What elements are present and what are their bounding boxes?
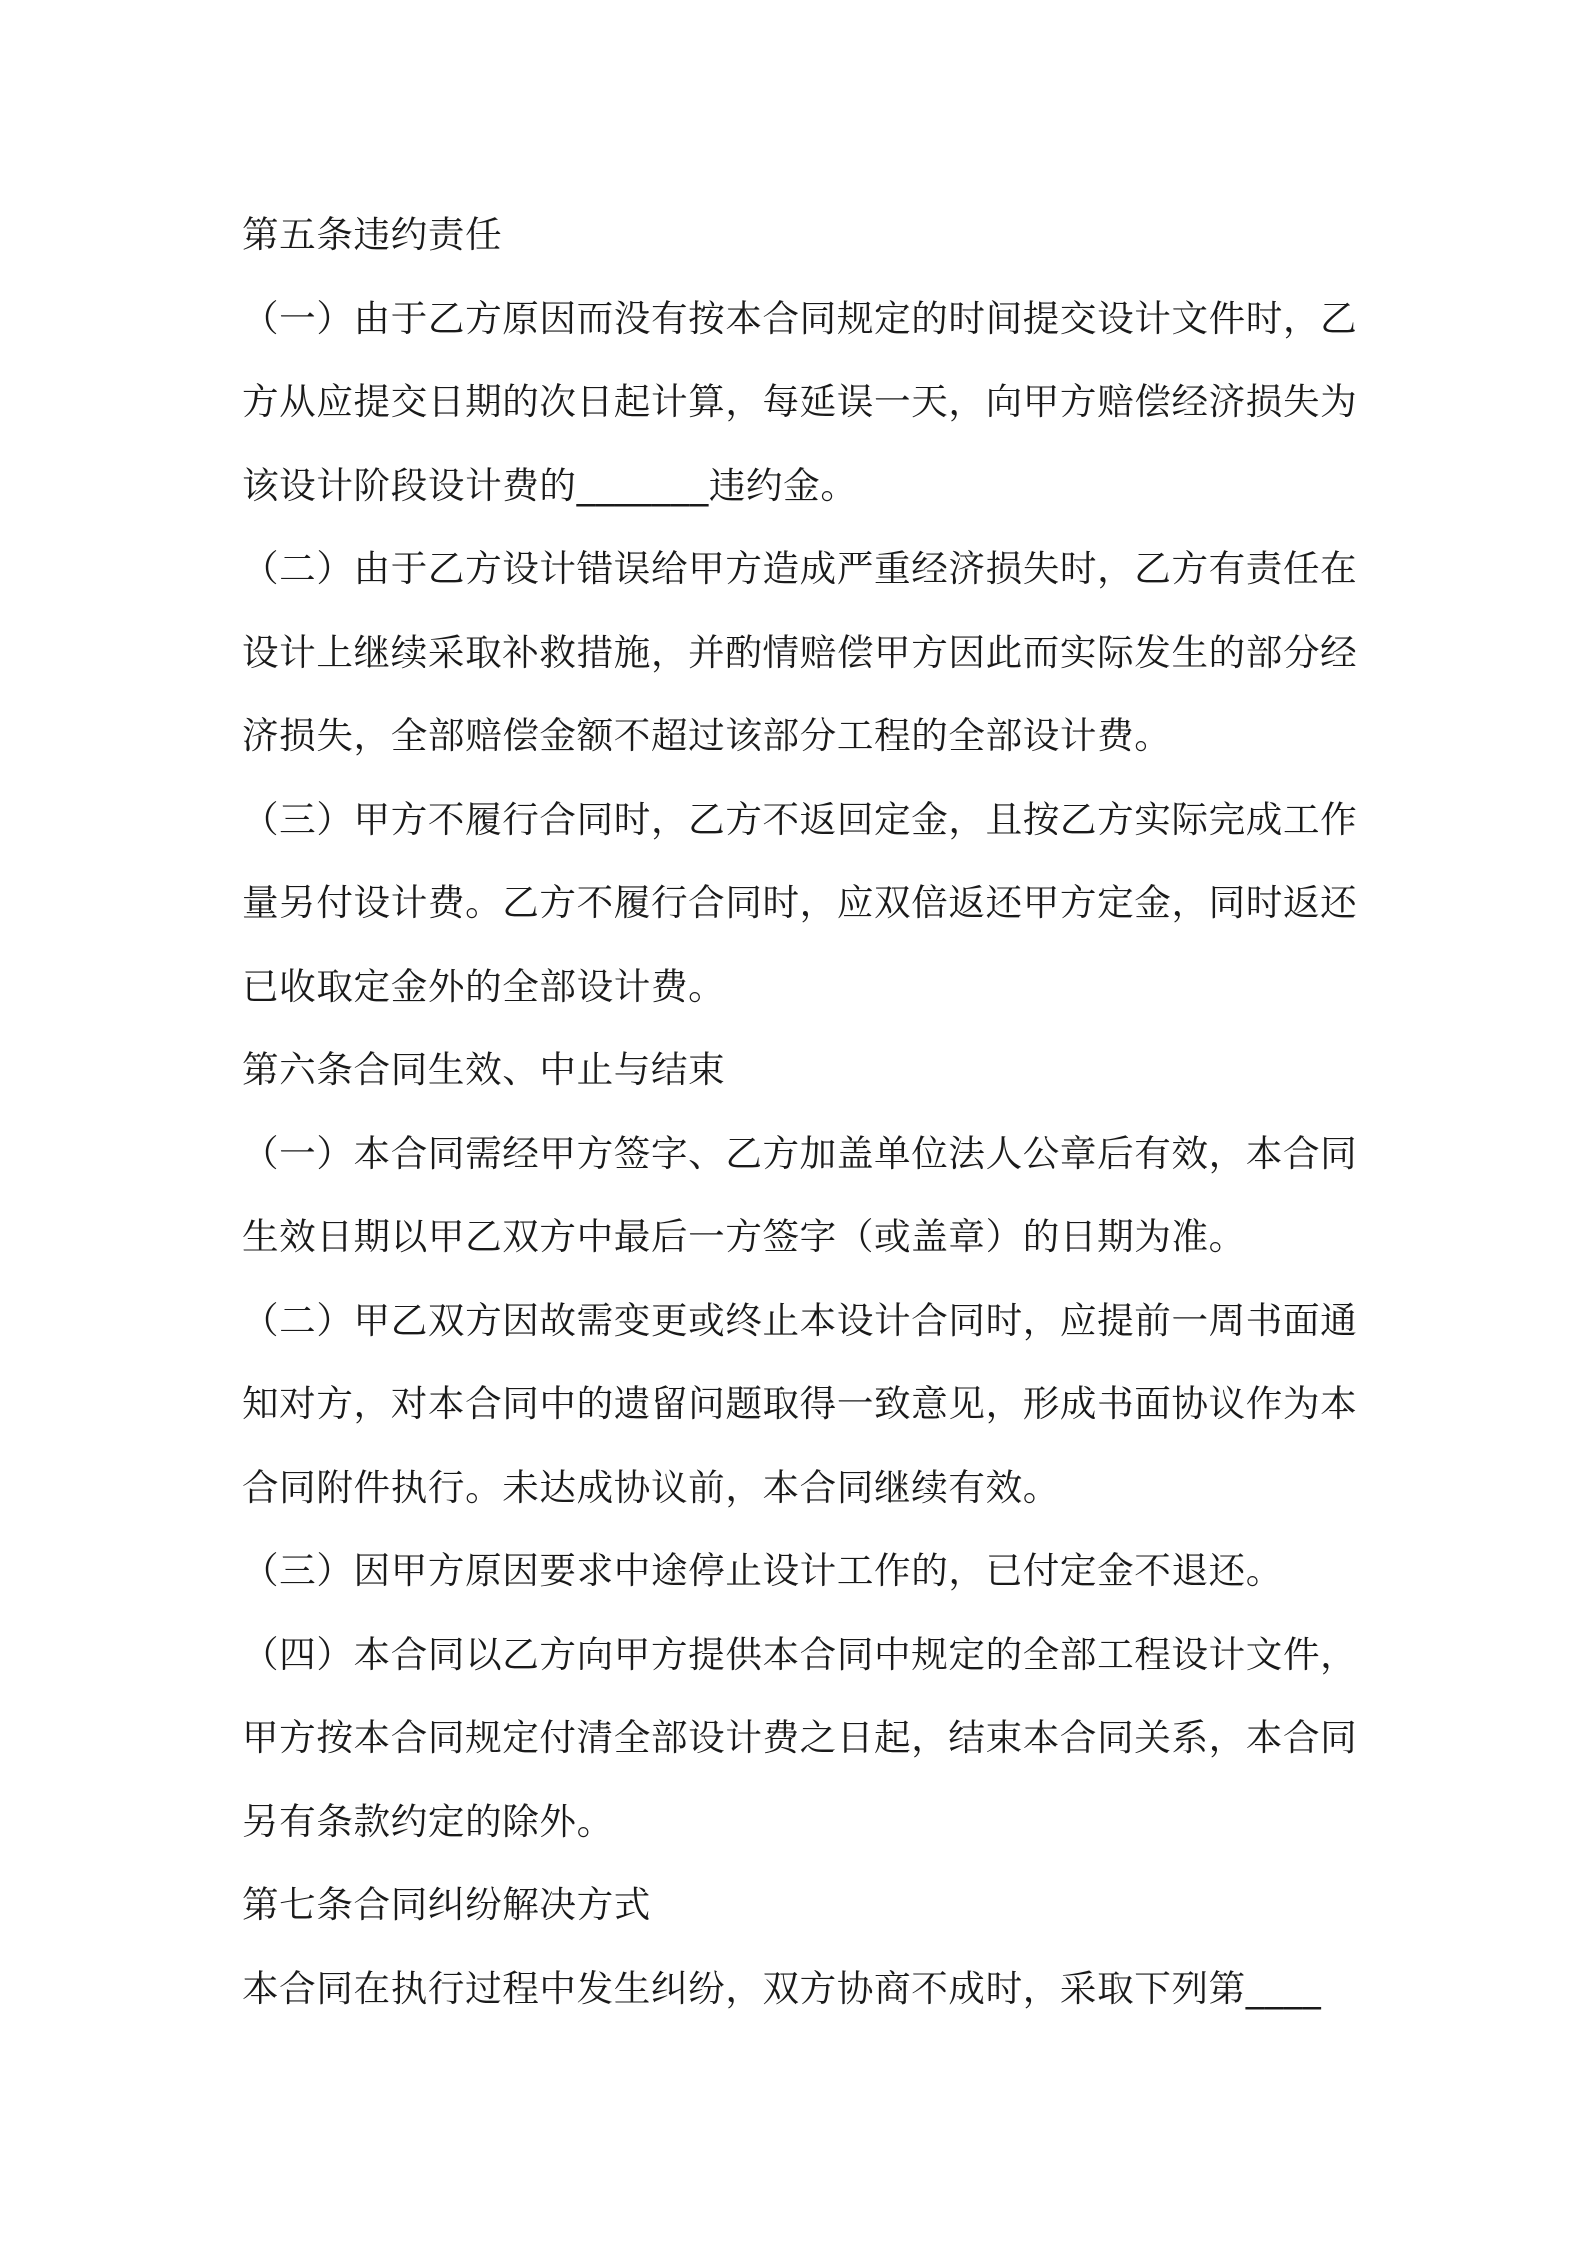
article-6-clause-3-line-1: （三）因甲方原因要求中途停止设计工作的，已付定金不退还。	[242, 1549, 1283, 1592]
article-5-clause-2-line-3: 济损失，全部赔偿金额不超过该部分工程的全部设计费。	[242, 714, 1172, 757]
article-6-heading: 第六条合同生效、中止与结束	[242, 1048, 726, 1091]
article-6-clause-4-line-1: （四）本合同以乙方向甲方提供本合同中规定的全部工程设计文件，	[242, 1632, 1358, 1676]
article-6-clause-1-line-2: 生效日期以甲乙双方中最后一方签字（或盖章）的日期为准。	[242, 1215, 1246, 1258]
article-6-clause-1-line-1: （一）本合同需经甲方签字、乙方加盖单位法人公章后有效，本合同	[242, 1131, 1358, 1175]
article-5-clause-3-line-3: 已收取定金外的全部设计费。	[242, 964, 726, 1008]
article-5-heading: 第五条违约责任	[242, 213, 503, 256]
article-6-clause-2-line-3: 合同附件执行。未达成协议前，本合同继续有效。	[242, 1465, 1060, 1509]
article-5-clause-2-line-1: （二）由于乙方设计错误给甲方造成严重经济损失时，乙方有责任在	[242, 547, 1358, 590]
article-5-clause-3-line-1: （三）甲方不履行合同时，乙方不返回定金，且按乙方实际完成工作	[242, 797, 1358, 841]
article-7-heading: 第七条合同纠纷解决方式	[242, 1883, 651, 1926]
article-6-clause-4-line-2: 甲方按本合同规定付清全部设计费之日起，结束本合同关系，本合同	[242, 1716, 1358, 1759]
article-5-clause-3-line-2: 量另付设计费。乙方不履行合同时，应双倍返还甲方定金，同时返还	[242, 881, 1358, 924]
article-7-paragraph-line-1: 本合同在执行过程中发生纠纷，双方协商不成时，采取下列第____	[242, 1966, 1322, 2010]
document-body	[242, 193, 1358, 2030]
article-6-clause-2-line-1: （二）甲乙双方因故需变更或终止本设计合同时，应提前一周书面通	[242, 1298, 1358, 1342]
article-6-clause-2-line-2: 知对方，对本合同中的遗留问题取得一致意见，形成书面协议作为本	[242, 1382, 1358, 1425]
article-6-clause-4-line-3: 另有条款约定的除外。	[242, 1799, 614, 1843]
article-5-clause-1-line-2: 方从应提交日期的次日起计算，每延误一天，向甲方赔偿经济损失为	[242, 380, 1358, 423]
article-5-clause-1-line-3: 该设计阶段设计费的_______违约金。	[242, 463, 858, 507]
article-5-clause-1-line-1: （一）由于乙方原因而没有按本合同规定的时间提交设计文件时，乙	[242, 296, 1358, 340]
article-5-clause-2-line-2: 设计上继续采取补救措施，并酌情赔偿甲方因此而实际发生的部分经	[242, 630, 1358, 674]
